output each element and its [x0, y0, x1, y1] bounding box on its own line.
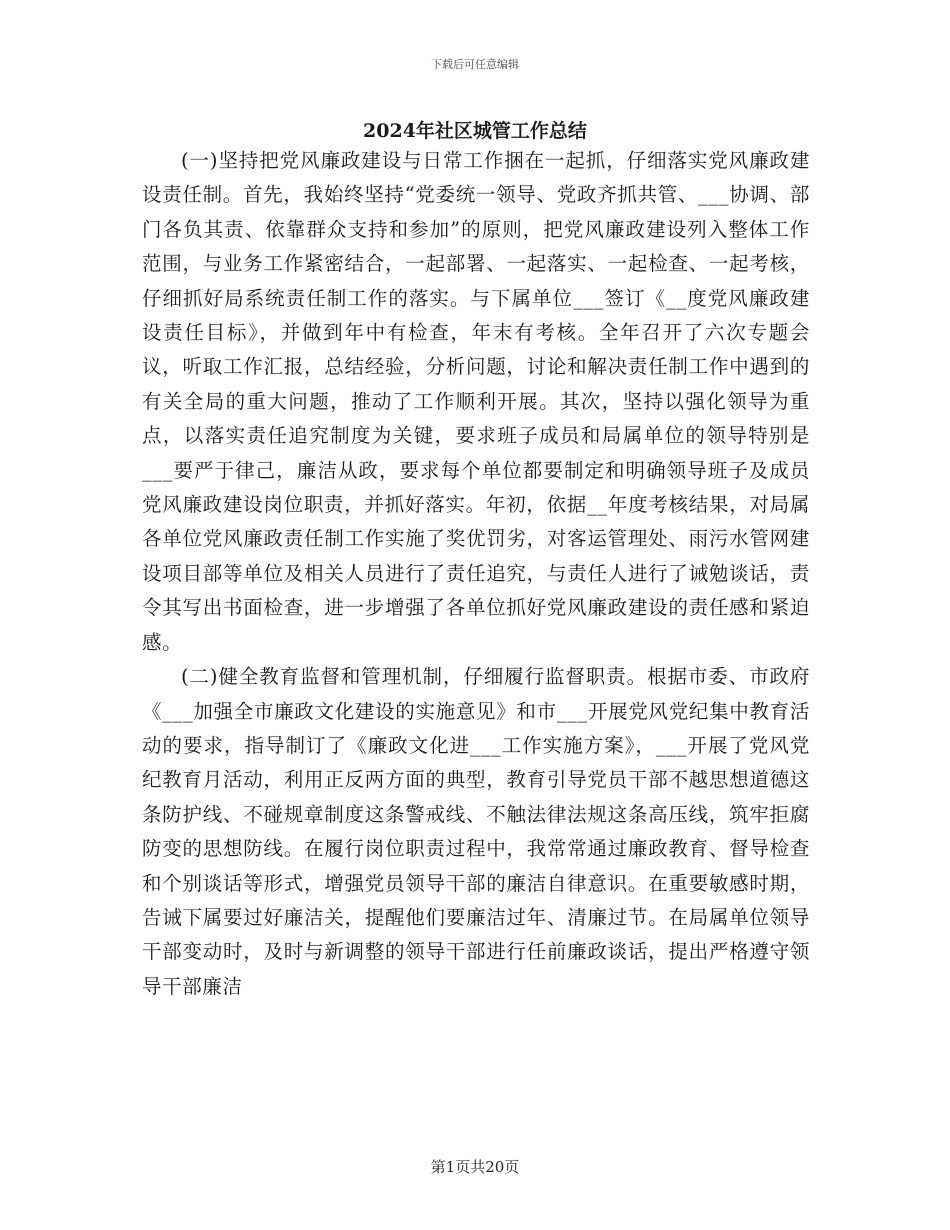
header-note: 下载后可任意编辑 [431, 58, 519, 71]
paragraph-2: (二)健全教育监督和管理机制，仔细履行监督职责。根据市委、市政府《___加强全市廉政文化建设的实施意见》和市___开展党风党纪集中教育活动的要求，指导制订了《廉政文化进___工作实施方案》，___开展了党风党纪教育月活动，利用正反两方面的典型，教育引导党员干部不越思想道德这条防护线、不碰规章制度这条警戒线、不触法律法规这条高压线，筑牢拒腐防变的思想防线。在履行岗位职责过程中，我常常通过廉政教育、督导检查和个别谈话等形式，增强党员领导干部的廉洁自律意识。在重要敏感时期，告诫下属要过好廉洁关，提醒他们要廉洁过年、清廉过节。在局属单位领导干部变动时，及时与新调整的领导干部进行任前廉政谈话，提出严格遵守领导干部廉洁 [142, 665, 810, 998]
document-title: 2024年社区城管工作总结 [363, 120, 587, 142]
page-indicator: 第1页共20页 [430, 1158, 520, 1176]
document-body [142, 144, 810, 1004]
paragraph-1: (一)坚持把党风廉政建设与日常工作捆在一起抓，仔细落实党风廉政建设责任制。首先，我始终坚持“党委统一领导、党政齐抓共管、___协调、部门各负其责、依靠群众支持和参加”的原则，把党风廉政建设列入整体工作范围，与业务工作紧密结合，一起部署、一起落实、一起检查、一起考核，仔细抓好局系统责任制工作的落实。与下属单位___签订《__度党风廉政建设责任目标》，并做到年中有检查，年末有考核。全年召开了六次专题会议，听取工作汇报，总结经验，分析问题，讨论和解决责任制工作中遇到的有关全局的重大问题，推动了工作顺利开展。其次，坚持以强化领导为重点，以落实责任追究制度为关键，要求班子成员和局属单位的领导特别是___要严于律己，廉洁从政，要求每个单位都要制定和明确领导班子及成员党风廉政建设岗位职责，并抓好落实。年初，依据__年度考核结果，对局属各单位党风廉政责任制工作实施了奖优罚劣，对客运管理处、雨污水管网建设项目部等单位及相关人员进行了责任追究，与责任人进行了诫勉谈话，责令其写出书面检查，进一步增强了各单位抓好党风廉政建设的责任感和紧迫感。 [142, 149, 810, 654]
